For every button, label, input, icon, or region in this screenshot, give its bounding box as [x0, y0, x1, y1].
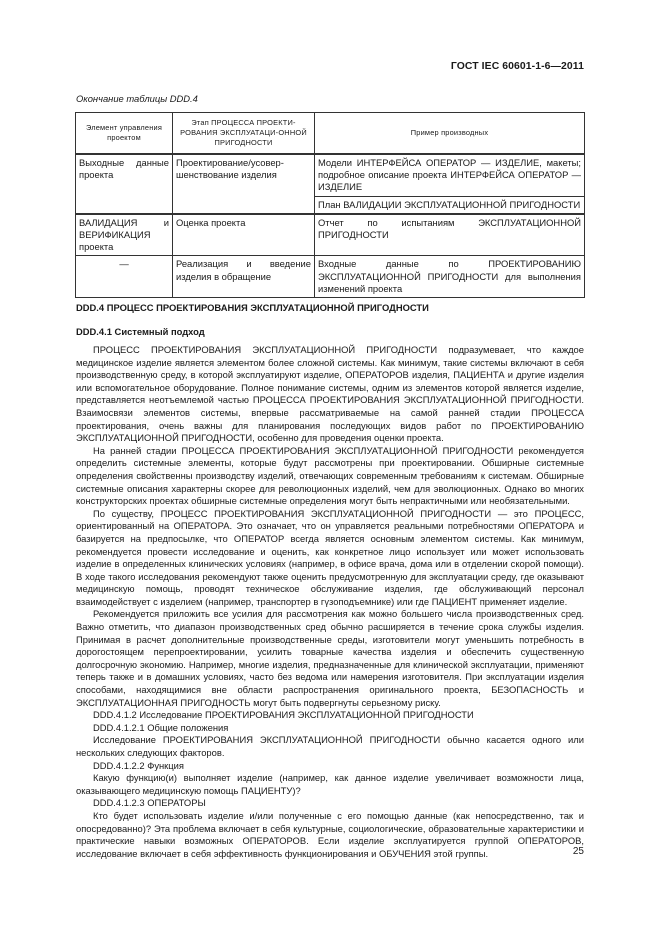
table-row — [76, 154, 585, 196]
section-title: DDD.4 ПРОЦЕСС ПРОЕКТИРОВАНИЯ ЭКСПЛУАТАЦИОННОЙ ПРИГОДНОСТИ — [76, 302, 429, 313]
table-ddd4 — [75, 112, 585, 298]
cell-stage: Оценка проекта — [173, 214, 315, 256]
page-number: 25 — [572, 846, 584, 857]
paragraph: Кто будет использовать изделие и/или полученные с его помощью данные (как непосредственно, так и опосредованно)? Эта проблема включает в себя культурные, социологические, образовательные характеристики и практические навыки возможных ОПЕРАТОРОВ. Если изделие эксплуатируется группой ОПЕРАТОРОВ, исследование включает в себя эффективность функционирования и ОБУЧЕНИЯ этой группы. — [76, 809, 584, 859]
column-header-example: Пример производных — [315, 113, 585, 155]
standard-header: ГОСТ IEC 60601-1-6—2011 — [450, 61, 584, 72]
paragraph: ПРОЦЕСС ПРОЕКТИРОВАНИЯ ЭКСПЛУАТАЦИОННОЙ ПРИГОДНОСТИ подразумевает, что каждое медицинское изделие является элементом более сложной системы. Как минимум, такие системы включают в себя производственную среду, в которой эксплуатируют изделие, ОПЕРАТОРОВ изделия, ПАЦИЕНТА и другие изделия или вспомогательное оборудование. Полное понимание системы, одним из элементов которой является изделие, представляется неотъемлемой частью ПРОЦЕССА ПРОЕКТИРОВАНИЯ ЭКСПЛУАТАЦИОННОЙ ПРИГОДНОСТИ. Взаимосвязи элементов системы, впервые рассматриваемые на самой ранней стадии ПРОЦЕССА проектирования, очень важны для планирования последующих видов работ по ПРОЕКТИРОВАНИЮ ЭКСПЛУАТАЦИОННОЙ ПРИГОДНОСТИ, особенно для проведения оценки проекта. — [76, 344, 584, 444]
paragraph: На ранней стадии ПРОЦЕССА ПРОЕКТИРОВАНИЯ ЭКСПЛУАТАЦИОННОЙ ПРИГОДНОСТИ рекомендуется определить системные элементы, которые будут рассмотрены при проектировании. Обширные системные определения свойственны производству изделий, отвечающих современным требованиям к системам. Обширные системные описания характерны скорее для революционных изделий, чем для эволюционных. Однако во многих конструкторских проектах обширные системные определения могут быть непрактичными или необязательными. — [76, 444, 584, 507]
paragraph: По существу, ПРОЦЕСС ПРОЕКТИРОВАНИЯ ЭКСПЛУАТАЦИОННОЙ ПРИГОДНОСТИ — это ПРОЦЕСС, ориентированный на ОПЕРАТОРА. Это означает, что он управляется реальными потребностями ОПЕРАТОРА и базируется на предпосылке, что ОПЕРАТОР всегда является основным элементом системы. Как минимум, рекомендуется провести исследование и оценить, как конкретное лицо использует или может использовать изделие в определенных клинических условиях (например, в офисе врача, дома или в отделении скорой помощи). В ходе такого исследования рекомендуют также оценить предусмотренную для эксплуатации среду, где оказывают медицинскую помощь, проводят техническое обслуживание изделия, где обслуживающий персонал взаимодействует с изделием (например, транспортер в гүзоподъемнике) или где ПАЦИЕНТ применяет изделие. — [76, 507, 584, 607]
table-caption: Окончание таблицы DDD.4 — [76, 93, 198, 104]
paragraph: Исследование ПРОЕКТИРОВАНИЯ ЭКСПЛУАТАЦИОННОЙ ПРИГОДНОСТИ обычно касается одного или нескольких следующих факторов. — [76, 734, 584, 758]
subsection-label: DDD.4.1.2.1 Общие положения — [93, 721, 229, 733]
cell-example: Отчет по испытаниям ЭКСПЛУАТАЦИОННОЙ ПРИГОДНОСТИ — [315, 214, 585, 256]
cell-element: — — [76, 256, 173, 298]
cell-example: Входные данные по ПРОЕКТИРОВАНИЮ ЭКСПЛУАТАЦИОННОЙ ПРИГОДНОСТИ для выполнения изменений проекта — [315, 256, 585, 298]
table-row — [76, 214, 585, 256]
cell-element: Выходные данные проекта — [76, 154, 173, 214]
table-row — [76, 256, 585, 298]
cell-stage: Проектирование/усовер-шенствование изделия — [173, 154, 315, 214]
column-header-element: Элемент управления проектом — [76, 113, 173, 155]
section-body — [76, 301, 584, 860]
paragraph: Какую функцию(и) выполняет изделие (например, как данное изделие увеличивает возможности лица, оказывающего медицинскую помощь ПАЦИЕНТУ)? — [76, 772, 584, 796]
cell-stage: Реализация и введение изделия в обращение — [173, 256, 315, 298]
paragraph: Рекомендуется приложить все усилия для рассмотрения как можно большего числа производственных сред. Важно отметить, что диапазон производственных сред обычно расширяется в течение срока службы изделия. Принимая в расчет дополнительные производственные среды, изготовители могут уменьшить потребность в дорогостоящем перепроектировании, усилить товарные качества изделия и обеспечить существенную долгосрочную экономию. Например, многие изделия, предназначенные для клинической эксплуатации, применяют теперь также и в домашних условиях, часто без ведома или намерения изготовителя. При эксплуатации изделия способами, находящимися вне области распространения оригинального проекта, БЕЗОПАСНОСТЬ и ЭКСПЛУАТАЦИОННАЯ ПРИГОДНОСТЬ могут быть подвергнуты серьезному риску. — [76, 608, 584, 708]
subsection-label: DDD.4.1.2 Исследование ПРОЕКТИРОВАНИЯ ЭКСПЛУАТАЦИОННОЙ ПРИГОДНОСТИ — [93, 709, 474, 721]
cell-example: Модели ИНТЕРФЕЙСА ОПЕРАТОР — ИЗДЕЛИЕ, макеты; подробное описание проекта ИНТЕРФЕЙСА ОПЕРАТОР — ИЗДЕЛИЕ — [315, 154, 585, 196]
subsection-label: DDD.4.1.2.3 ОПЕРАТОРЫ — [93, 797, 206, 809]
subsection-label: DDD.4.1.2.2 Функция — [93, 759, 184, 771]
cell-example: План ВАЛИДАЦИИ ЭКСПЛУАТАЦИОННОЙ ПРИГОДНОСТИ — [315, 196, 585, 214]
cell-element: ВАЛИДАЦИЯ и ВЕРИФИКАЦИЯ проекта — [76, 214, 173, 256]
section-subtitle: DDD.4.1 Системный подход — [76, 326, 205, 337]
column-header-stage: Этап ПРОЦЕССА ПРОЕКТИ-РОВАНИЯ ЭКСПЛУАТАЦИ-ОННОЙ ПРИГОДНОСТИ — [173, 113, 315, 155]
